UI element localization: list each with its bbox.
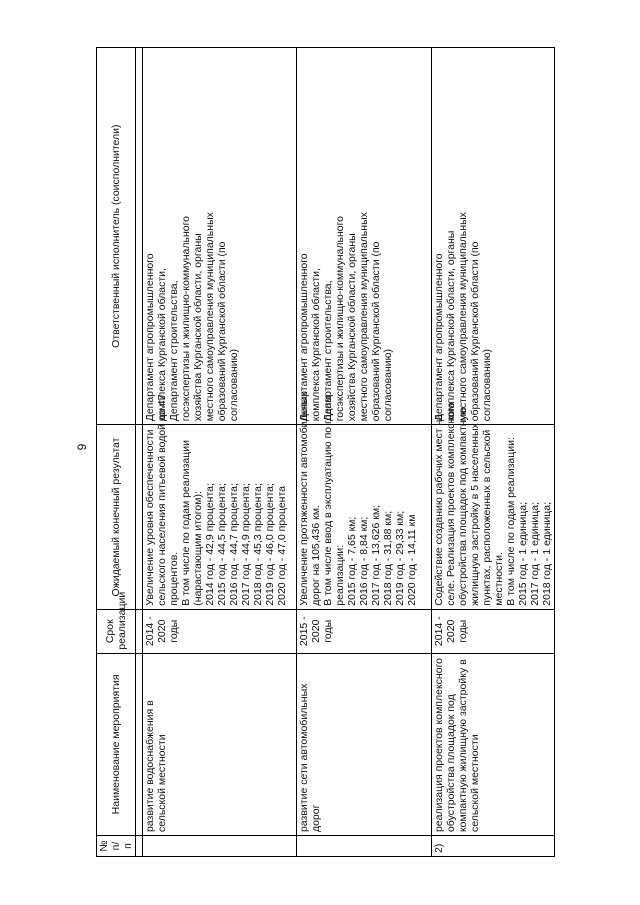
text-line: Департамент строительства,	[168, 280, 180, 422]
text-line: В том числе по годам реализации:	[505, 437, 517, 606]
text-line: селе. Реализация проектов комплексного	[445, 402, 457, 606]
table-spacer-row	[136, 48, 143, 857]
text-line: местности.	[493, 552, 505, 606]
row-number	[297, 836, 432, 857]
text-line: 2018 год - 31,88 км;	[382, 510, 394, 606]
text-line: комплекса Курганской области,	[310, 268, 322, 422]
text-line: реализации:	[334, 544, 346, 606]
text-line: Департамент агропромышленного	[433, 253, 445, 422]
text-line: 2014 год - 42,9 процента;	[204, 483, 216, 606]
text-line: согласованию)	[228, 348, 240, 422]
text-line: 2015 год - 7,65 км;	[346, 516, 358, 606]
text-line: хозяйства Курганской области, органы	[192, 233, 204, 422]
header-executor: Ответственный исполнитель (соисполнители)	[97, 48, 136, 425]
responsible-executor	[297, 48, 432, 425]
text-line: 2015 год - 44,5 процента;	[216, 483, 228, 606]
text-line: Содействие созданию рабочих мест на	[433, 413, 445, 606]
text-line: 2017 год - 44,9 процента;	[240, 483, 252, 606]
text-line: согласованию)	[481, 348, 493, 422]
text-line: 2018 год - 45,3 процента;	[252, 483, 264, 606]
text-line: согласованию)	[382, 348, 394, 422]
implementation-term: 2014 - 2020 годы	[143, 609, 297, 653]
text-line: 2018 год - 1 единица;	[541, 501, 553, 606]
text-line: образований Курганской области (по	[370, 241, 382, 422]
row-number: 2)	[432, 836, 555, 857]
text-line: госэкспертизы и жилищно-коммунального	[180, 215, 192, 422]
text-line: местного самоуправления муниципальных	[204, 212, 216, 422]
text-line: местного самоуправления муниципальных	[457, 212, 469, 422]
header-no: № п/п	[97, 836, 136, 857]
text-line: (нарастающим итогом):	[192, 491, 204, 606]
text-line: Департамент агропромышленного	[298, 253, 310, 422]
responsible-executor	[143, 48, 297, 425]
text-line: Департамент строительства,	[322, 280, 334, 422]
text-line: местного самоуправления муниципальных	[358, 212, 370, 422]
expected-result	[143, 394, 297, 609]
table-row	[297, 48, 432, 857]
rotated-table-wrapper	[96, 47, 553, 857]
text-line: образований Курганской области (по	[469, 241, 481, 422]
measure-name: развитие водоснабжения в сельской местности	[143, 653, 297, 835]
text-line: комплекса Курганской области,	[156, 268, 168, 422]
measure-name: развитие сети автомобильных дорог	[297, 653, 432, 835]
table-header-row	[97, 48, 136, 857]
page-number: 9	[75, 443, 89, 451]
responsible-executor	[432, 48, 555, 425]
text-line: В том числе ввод в эксплуатацию по годам	[322, 395, 334, 606]
text-line: 2016 год - 8,84 км;	[358, 516, 370, 606]
text-line: 2020 год - 14,11 км	[406, 514, 418, 606]
text-line: Увеличение протяженности автомобильных	[298, 391, 310, 606]
measures-table	[96, 47, 555, 857]
table-row	[143, 48, 297, 857]
text-line: жилищную застройку в 5 населенных	[469, 423, 481, 606]
row-number	[143, 836, 297, 857]
header-term: Срок реализации	[97, 609, 136, 653]
text-line: 2019 год - 46,0 процента;	[264, 483, 276, 606]
text-line: образований Курганской области (по	[216, 241, 228, 422]
implementation-term: 2014 - 2020 годы	[432, 609, 555, 653]
text-line: хозяйства Курганской области, органы	[346, 233, 358, 422]
text-line: 2017 год - 13,626 км;	[370, 505, 382, 606]
table-row	[432, 48, 555, 857]
text-line: пунктах, расположенных в сельской	[481, 429, 493, 606]
text-line: дорог на 105,436 км.	[310, 505, 322, 606]
text-line: Увеличение уровня обеспеченности	[144, 429, 156, 606]
text-line: сельского населения питьевой водой до 47	[156, 394, 168, 606]
text-line: обустройства площадок под компактную	[457, 407, 469, 606]
header-result: Ожидаемый конечный результат	[97, 425, 136, 609]
text-line: комплекса Курганской области, органы	[445, 230, 457, 422]
text-line: 2020 год - 47,0 процента	[276, 485, 288, 606]
header-name: Наименование мероприятия	[97, 653, 136, 835]
text-line: 2016 год - 44,7 процента;	[228, 483, 240, 606]
text-line: 2015 год - 1 единица;	[517, 501, 529, 606]
text-line: процентов.	[168, 551, 180, 606]
implementation-term: 2015 - 2020 годы	[297, 609, 432, 653]
text-line: Департамент агропромышленного	[144, 253, 156, 422]
measure-name: реализация проектов комплексного обустройства площадок под компактную жилищную застройку в сельской местности	[432, 653, 555, 835]
expected-result	[432, 402, 555, 609]
text-line: 2017 год - 1 единица;	[529, 501, 541, 606]
expected-result	[297, 391, 432, 609]
text-line: 2019 год - 29,33 км;	[394, 510, 406, 606]
text-line: госэкспертизы и жилищно-коммунального	[334, 215, 346, 422]
text-line: В том числе по годам реализации	[180, 440, 192, 606]
